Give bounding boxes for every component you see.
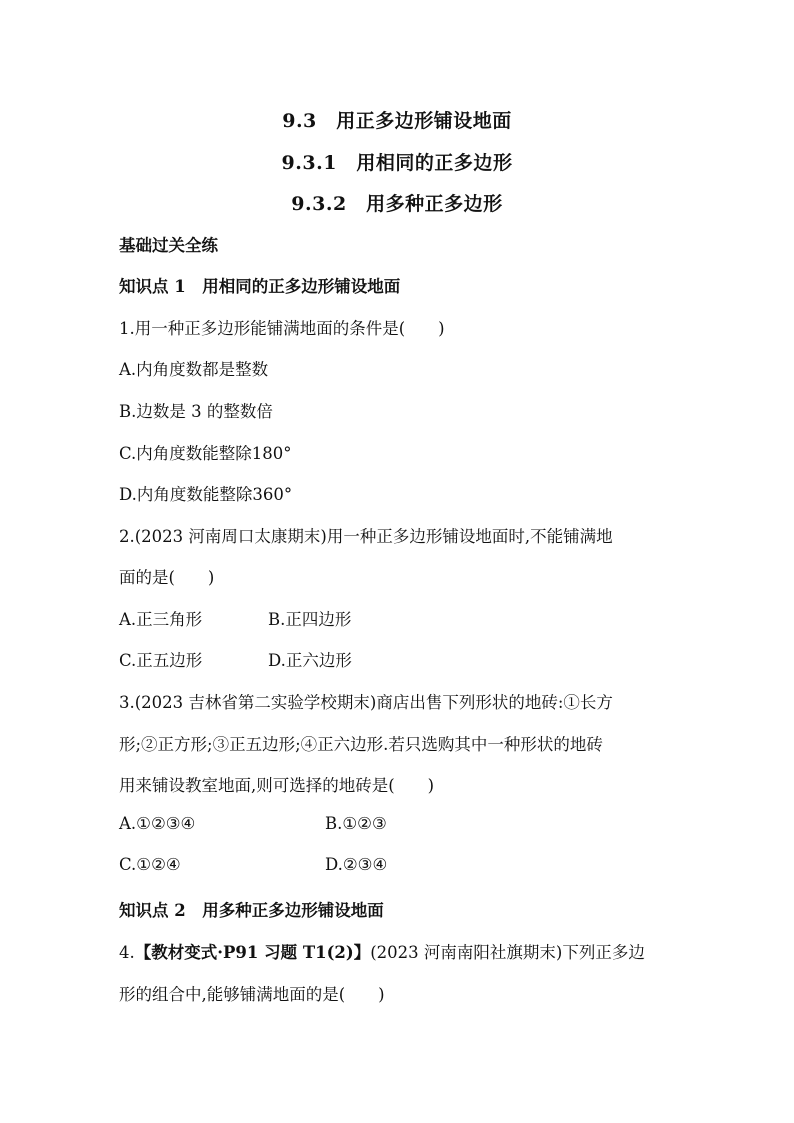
question-4-textbook-tag: 【教材变式·P91 习题 T1(2)】: [134, 943, 371, 962]
question-4-stem-line-2: 形的组合中,能够铺满地面的是( ): [119, 985, 385, 1004]
question-2-option-c: C.正五边形: [119, 651, 203, 670]
question-2-option-a: A.正三角形: [119, 610, 203, 629]
question-3-option-c: C.①②④: [119, 855, 181, 874]
question-3-stem-line-2: 形;②正方形;③正五边形;④正六边形.若只选购其中一种形状的地砖: [119, 735, 603, 754]
question-2-option-b: B.正四边形: [268, 610, 352, 629]
question-1-option-c: C.内角度数能整除180°: [119, 444, 292, 463]
question-3-stem-line-3: 用来铺设教室地面,则可选择的地砖是( ): [119, 776, 435, 795]
question-3-stem-line-1: 3.(2023 吉林省第二实验学校期末)商店出售下列形状的地砖:①长方: [119, 693, 613, 712]
subtitle-1: 9.3.1 用相同的正多边形: [281, 152, 513, 174]
question-4-stem-line-1: [119, 939, 679, 963]
question-3-option-d: D.②③④: [325, 855, 388, 874]
subtitle-2: 9.3.2 用多种正多边形: [291, 193, 503, 215]
question-1-option-d: D.内角度数能整除360°: [119, 485, 293, 504]
question-3-option-a: A.①②③④: [119, 814, 196, 833]
knowledge-point-2: 知识点 2 用多种正多边形铺设地面: [119, 901, 384, 920]
knowledge-point-1: 知识点 1 用相同的正多边形铺设地面: [119, 277, 401, 296]
main-title: 9.3 用正多边形铺设地面: [282, 110, 512, 132]
question-2-stem-line-1: 2.(2023 河南周口太康期末)用一种正多边形铺设地面时,不能铺满地: [119, 527, 613, 546]
section-header: 基础过关全练: [119, 236, 218, 255]
question-1-stem: 1.用一种正多边形能铺满地面的条件是( ): [119, 319, 445, 338]
question-4-number: 4.: [119, 943, 135, 962]
question-2-stem-line-2: 面的是( ): [119, 568, 215, 587]
question-3-option-b: B.①②③: [325, 814, 387, 833]
question-1-option-b: B.边数是 3 的整数倍: [119, 402, 273, 421]
question-2-option-d: D.正六边形: [268, 651, 352, 670]
question-4-stem-rest: (2023 河南南阳社旗期末)下列正多边: [370, 943, 645, 962]
question-1-option-a: A.内角度数都是整数: [119, 360, 269, 379]
